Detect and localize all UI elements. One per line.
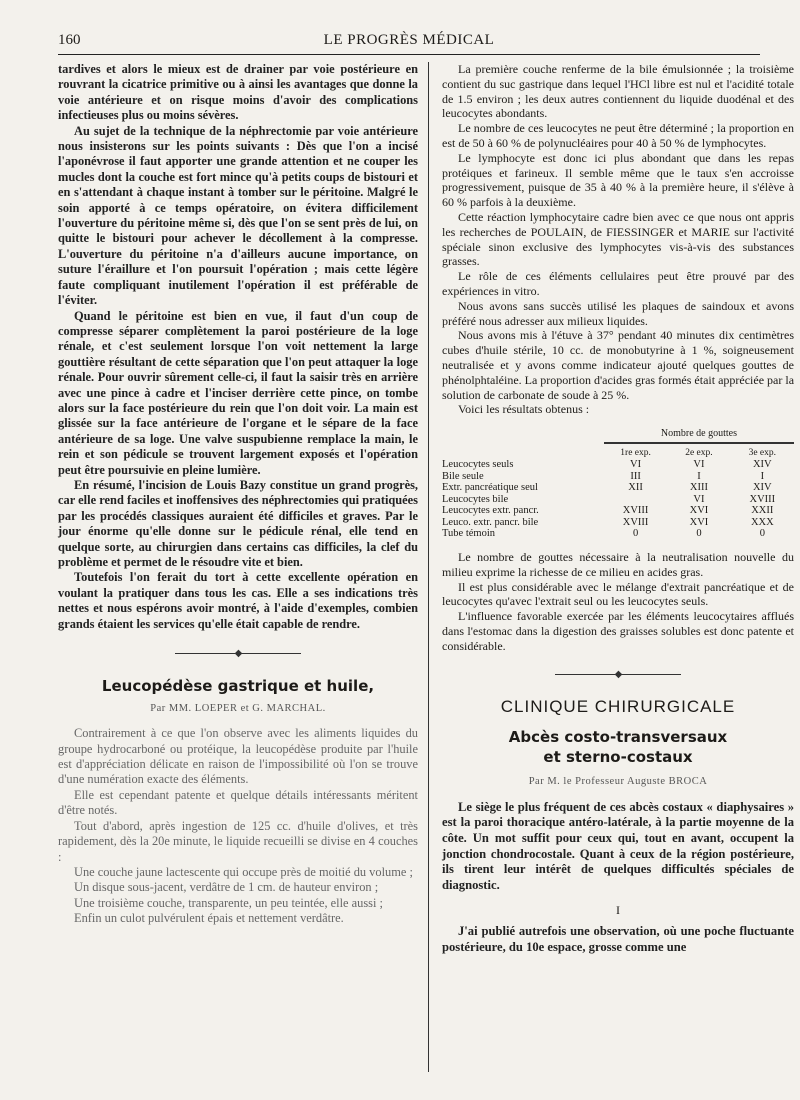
cell: XIV: [752, 482, 772, 494]
paragraph: Le lymphocyte est donc ici plus abondant que dans les repas protéiques et farineux. Il semble même que le taux s'en accroisse progressivement, puisque de 35 à 40 % à la première heure, il s'élève à 60 % parfois à la deuxième.: [442, 150, 794, 210]
cell: I: [760, 470, 765, 482]
paragraph: Le siège le plus fréquent de ces abcès costaux « diaphysaires » est la paroi thoracique antéro-latérale, à la partie moyenne de la côte. Un mot suffit pour ceux qui, tout en avant, occupent la jonction chondrocostale. Quant à ceux de la région postérieure, ils tirent leur intérêt de quelques difficultés spéciales de diagnostic.: [442, 799, 794, 892]
paragraph: Cette réaction lymphocytaire cadre bien avec ce que nous ont appris les recherches de POULAIN, de FIESSINGER et MARIE sur l'activité spéciale sinon exclusive des lymphocytes vis-à-vis des substances grasses.: [442, 209, 794, 269]
row-label: Tube témoin: [442, 528, 495, 540]
section-number: I: [616, 903, 620, 918]
paragraph: Tout d'abord, après ingestion de 125 cc. d'huile d'olives, et très rapidement, dès la 20e minute, le liquide recueilli se divise en 4 couches :: [58, 818, 418, 864]
paragraph: La première couche renferme de la bile émulsionnée ; la troisième contient du suc gastrique dans lequel l'HCl libre est nul et l'acidité totale de 1.5 environ ; les deux autres contiennent du liquide duodénal et des leucocytes abondants.: [442, 62, 794, 121]
paragraph: tardives et alors le mieux est de drainer par voie postérieure en rouvrant la cicatrice primitive ou à ainsi les avantages que donne la voie antérieure et on risque moins d'avoir des complications infectieuses plus ou moins sévères.: [58, 62, 418, 123]
row-label: Leucocytes extr. pancr.: [442, 505, 539, 517]
page-number: 160: [58, 32, 81, 48]
table-row: [442, 482, 794, 494]
paragraph: Il est plus considérable avec le mélange d'extrait pancréatique et de leucocytes qu'avec l'extrait seul ou les leucocytes seuls.: [442, 579, 794, 609]
cell: VI: [693, 459, 705, 471]
article-byline: Par MM. LOEPER et G. MARCHAL.: [150, 702, 326, 714]
article-subtitle: et sterno-costaux: [543, 748, 693, 767]
table-row: [442, 494, 794, 506]
cell: 0: [696, 528, 702, 540]
column-divider: [428, 62, 429, 1072]
paragraph: Une troisième couche, transparente, un peu teintée, elle aussi ;: [74, 895, 383, 910]
table-group-header: Nombre de gouttes: [604, 427, 794, 444]
left-column: [58, 62, 418, 927]
paragraph: Un disque sous-jacent, verdâtre de 1 cm. de hauteur environ ;: [74, 880, 379, 895]
paragraph: Le nombre de gouttes nécessaire à la neutralisation nouvelle du milieu exprime la richesse de ce milieu en acides gras.: [442, 549, 794, 579]
paragraph: Le rôle de ces éléments cellulaires peut être prouvé par des expériences in vitro.: [442, 269, 794, 298]
separator-ornament: ◆: [58, 646, 418, 661]
paragraph: L'influence favorable exercée par les éléments leucocytaires afflués dans l'estomac dans la digestion des graisses solubles est donc patente et considérable.: [442, 609, 794, 653]
paragraph: Contrairement à ce que l'on observe avec les aliments liquides du groupe hydrocarboné ou protéique, la leucopédèse produite par l'huile est d'appréciation délicate en raison de l'impossibilité où l'on se trouve d'une numération exacte des éléments.: [58, 726, 418, 787]
cell: XXII: [751, 505, 774, 517]
paragraph: Le nombre de ces leucocytes ne peut être déterminé ; la proportion en est de 50 à 60 % de polynucléaires pour 40 à 50 % de lymphocytes.: [442, 121, 794, 150]
column-header: 3e exp.: [748, 447, 777, 458]
cell: XIII: [689, 482, 708, 494]
row-label: Extr. pancréatique seul: [442, 482, 538, 494]
paragraph: Elle est cependant patente et quelque détails intéressants méritent d'être notés.: [58, 787, 418, 818]
cell: III: [630, 470, 641, 482]
paragraph: Au sujet de la technique de la néphrectomie par voie antérieure nous insisterons sur les points suivants : Dès que l'on a incisé l'aponévrose il faut apporter une grande attention et ne couper les mucles dont la couche est fort mince qu'à petits coups de bistouri et en s'attendant à chaque instant à tomber sur le péritoine. Malgré le soin apporté à ce temps opératoire, on évitera difficilement l'ouverture du péritoine même si, dès que l'on se sent près de lui, on quitte le bistouri pour achever le décollement à la compresse. L'ouverture du péritoine n'a d'ailleurs aucune importance, on suture l'éraillure et l'on poursuit l'opération ; mais cette légère faute compliquant inutilement l'opération il est préférable de l'éviter.: [58, 123, 418, 308]
cell: I: [697, 470, 701, 482]
table-row: [442, 471, 794, 483]
paragraph: Toutefois l'on ferait du tort à cette excellente opération en voulant la pratiquer dans tous les cas. Elle a ses indications très nettes et nous espérons avoir montré, à l'aide d'exemples, combien grands étaient les services qu'elle était capable de rendre.: [58, 570, 418, 631]
right-column: [442, 62, 794, 955]
table-row: [442, 459, 794, 471]
cell: XVI: [689, 505, 709, 517]
column-header: 2e exp.: [685, 447, 713, 458]
cell: XIV: [752, 459, 772, 471]
cell: 0: [759, 528, 765, 540]
cell: XXX: [750, 516, 774, 528]
section-heading: CLINIQUE CHIRURGICALE: [500, 697, 736, 717]
table-row: [442, 517, 794, 529]
paragraph: Nous avons sans succès utilisé les plaques de saindoux et avons préféré nous adresser aux milieux liquides.: [442, 298, 794, 328]
row-label: Leuco. extr. pancr. bile: [442, 516, 539, 528]
cell: XVIII: [749, 493, 776, 505]
row-label: Leucocytes bile: [442, 493, 509, 505]
row-label: Leucocytes seuls: [442, 459, 514, 471]
article-title: Leucopédèse gastrique et huile,: [101, 677, 375, 696]
cell: XII: [628, 482, 643, 494]
separator-ornament: ◆: [442, 668, 794, 683]
paragraph: En résumé, l'incision de Louis Bazy constitue un grand progrès, car elle rend faciles et inoffensives des néphrectomies qui pratiquées par les procédés classiques auraient été difficiles et graves. Par le jour énorme qu'elle donne sur le pédicule rénal, elle tend en quelque sorte, au chirurgien dans certains cas difficiles, la clef du problème et permet de le résoudre vite et bien.: [58, 477, 418, 569]
column-header: 1re exp.: [620, 447, 651, 458]
cell: 0: [632, 528, 639, 540]
cell: XVIII: [622, 516, 649, 528]
paragraph: Voici les résultats obtenus :: [458, 402, 590, 417]
page-header: [58, 32, 760, 55]
cell: [604, 494, 667, 506]
paragraph: J'ai publié autrefois une observation, où une poche fluctuante postérieure, du 10e espace, grosse comme une: [442, 924, 794, 954]
article-title: Abcès costo-transversaux: [508, 728, 728, 747]
paragraph: Nous avons mis à l'étuve à 37° pendant 40 minutes dix centimètres cubes d'huile stérile, 10 cc. de monobutyrine à 1 %, soigneusement neutralisée et y avons comme indicateur ajouté quelques gouttes de phénolphtaléine. La proportion d'acides gras formés était appréciée par la solution de carbonate de soude à 25 %.: [442, 328, 795, 402]
results-table: [442, 448, 794, 540]
cell: XVI: [689, 516, 709, 528]
cell: VI: [630, 459, 642, 471]
row-label: Bile seule: [442, 470, 484, 482]
paragraph: Quand le péritoine est bien en vue, il faut d'un coup de compresse séparer complètement la paroi postérieure de la loge rénale, et c'est seulement lorsque l'on voit nettement la large gouttière résultant de cette séparation que l'on peut attaquer la loge rénale. Pour ouvrir sûrement celle-ci, il faut la saisir très en arrière avec une pince à cadre et l'inciser derrière cette pince, on tombe alors sur la face postérieure du rein que l'on doit voir. La main est glissée sur la face antérieure de l'organe et le sépare de la face antérieure de sa loge. Une valve suspubienne remplace la main, le rein et son pédicule se trouvent largement exposés et l'opération peut être poursuivie en pleine lumière.: [58, 308, 418, 477]
journal-title: LE PROGRÈS MÉDICAL: [323, 32, 495, 48]
cell: VI: [693, 493, 705, 505]
article-byline: Par M. le Professeur Auguste BROCA: [528, 776, 708, 788]
paragraph: Une couche jaune lactescente qui occupe près de moitié du volume ;: [74, 864, 413, 879]
cell: XVIII: [622, 505, 649, 517]
table-row: [442, 528, 794, 540]
paragraph: Enfin un culot pulvérulent épais et nettement verdâtre.: [74, 911, 344, 926]
table-row: [442, 505, 794, 517]
